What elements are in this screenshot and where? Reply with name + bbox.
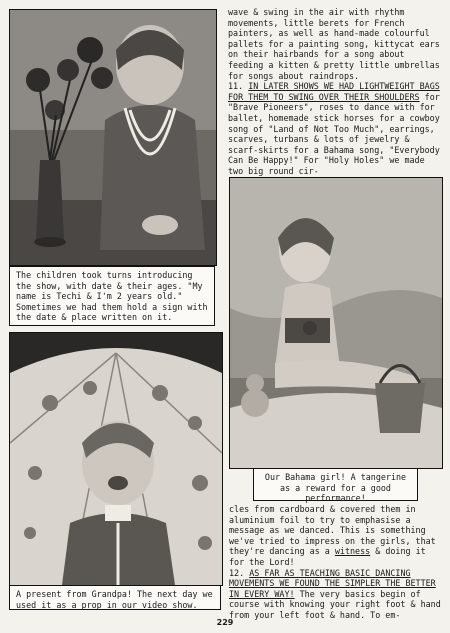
continuation-text-b: & doing it for the Lord! xyxy=(229,546,426,567)
photo-bahama-girl xyxy=(229,177,443,469)
paragraph-12-heading: AS FAR AS TEACHING BASIC DANCING MOVEMENTS WE FOUND THE SIMPLER THE BETTER IN EVERY WAY! xyxy=(229,567,436,599)
paragraph-12-body: The very basics begin of course with knowing your right foot & hand from your left foot & hand. To em- xyxy=(229,588,441,620)
paragraph-11-heading: IN LATER SHOWS WE HAD LIGHTWEIGHT BAGS FOR THEM TO SWING OVER THEIR SHOULDERS xyxy=(228,81,440,102)
caption-top-left xyxy=(9,266,215,326)
caption-bottom-left-text: A present from Grandpa! The next day we used it as a prop in our video show. xyxy=(16,589,213,610)
column-top-right xyxy=(228,7,442,177)
photo-umbrella-toddler xyxy=(9,332,223,586)
column-bottom-right xyxy=(229,504,443,621)
paragraph-12-number: 12. xyxy=(229,567,245,578)
caption-right-text: Our Bahama girl! A tangerine as a reward for a good performance! xyxy=(264,472,407,504)
paragraph-11-number: 11. xyxy=(228,81,244,92)
paragraph-12 xyxy=(229,568,443,621)
witness-word: witness xyxy=(334,546,371,557)
column-intro-text: wave & swing in the air with rhythm movements, little berets for French painters, as well as hand-made colourful pallets for a painting song, kittycat ears on their hairbands for a song about feeding a kitten & pretty little umbrellas for songs about raindrops. xyxy=(228,7,440,81)
paragraph-11-body: for "Brave Pioneers", roses to dance with for ballet, homemade stick horses for a cowboy song of "Land of Not Too Much", earrings, scarves, turbans & lots of jewelry & scarf-skirts for a Bahama song, "Everybody Can Be Happy!" For "Holy Holes" we made two big round cir- xyxy=(228,91,440,176)
page-number: 229 xyxy=(216,618,234,627)
continuation-text-a: cles from cardboard & covered them in aluminium foil to try to emphasise a message as we danced. This is something we've tried to impress on the girls, that they're dancing as a xyxy=(229,504,436,557)
caption-bottom-left xyxy=(9,585,221,610)
paragraph-11 xyxy=(228,81,442,176)
caption-right xyxy=(253,468,418,504)
paragraph-continuation xyxy=(229,504,443,568)
photo-toddler-pearls xyxy=(9,9,217,266)
caption-top-left-text: The children took turns introducing the show, with date & their ages. "My name is Techi & I'm 2 years old." Sometimes we had them hold a sign with the date & place written on it. xyxy=(16,270,208,323)
